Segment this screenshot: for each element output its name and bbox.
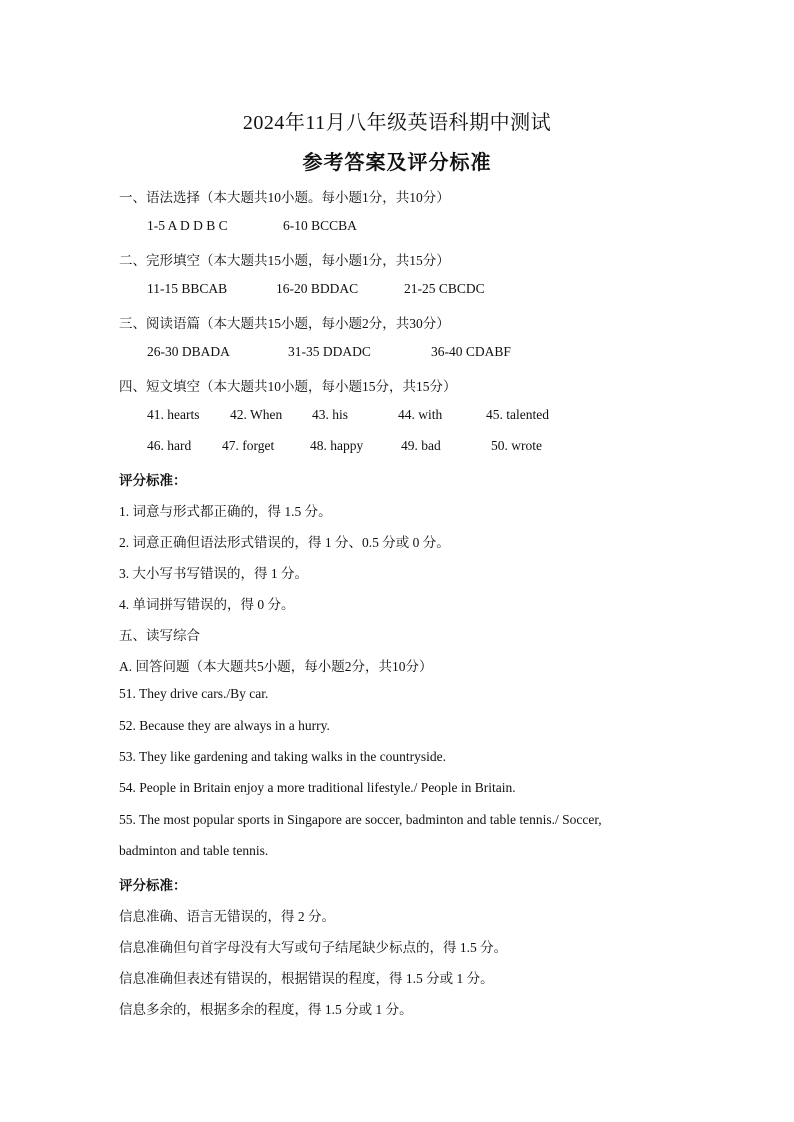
section5-answer-55: 55. The most popular sports in Singapore are soccer, badminton and table tennis./ Soccer, bbox=[119, 812, 602, 827]
criteria2-heading: 评分标准： bbox=[119, 878, 187, 893]
section3-answer-2: 31-35 DDADC bbox=[288, 344, 371, 359]
section5-answer-52: 52. Because they are always in a hurry. bbox=[119, 718, 330, 733]
criteria1-item-4: 4. 单词拼写错误的，得 0 分。 bbox=[119, 597, 295, 612]
section1-heading: 一、语法选择（本大题共10小题。每小题1分，共10分） bbox=[119, 190, 450, 205]
criteria1-heading: 评分标准： bbox=[119, 473, 187, 488]
criteria1-item-3: 3. 大小写书写错误的，得 1 分。 bbox=[119, 566, 308, 581]
section5-answer-51: 51. They drive cars./By car. bbox=[119, 686, 269, 701]
section4-answer-44: 44. with bbox=[398, 407, 443, 422]
section1-answer-1: 1-5 A D D B C bbox=[147, 218, 228, 233]
section3-heading: 三、阅读语篇（本大题共15小题，每小题2分，共30分） bbox=[119, 316, 450, 331]
section4-answer-49: 49. bad bbox=[401, 438, 441, 453]
section4-heading: 四、短文填空（本大题共10小题，每小题15分，共15分） bbox=[119, 379, 457, 394]
section4-answer-45: 45. talented bbox=[486, 407, 549, 422]
criteria2-item-4: 信息多余的，根据多余的程度，得 1.5 分或 1 分。 bbox=[119, 1002, 413, 1017]
criteria2-item-1: 信息准确、语言无错误的，得 2 分。 bbox=[119, 909, 335, 924]
section4-answer-48: 48. happy bbox=[310, 438, 364, 453]
criteria2-item-2: 信息准确但句首字母没有大写或句子结尾缺少标点的，得 1.5 分。 bbox=[119, 940, 508, 955]
section4-answer-41: 41. hearts bbox=[147, 407, 200, 422]
section5-heading: 五、读写综合 bbox=[119, 628, 200, 643]
section4-answer-43: 43. his bbox=[312, 407, 349, 422]
section5-answer-53: 53. They like gardening and taking walks in the countryside. bbox=[119, 749, 447, 764]
page-title: 2024年11月八年级英语科期中测试 bbox=[242, 112, 552, 134]
section5-answer-55-cont: badminton and table tennis. bbox=[119, 843, 269, 858]
criteria2-item-3: 信息准确但表述有错误的，根据错误的程度，得 1.5 分或 1 分。 bbox=[119, 971, 494, 986]
criteria1-item-2: 2. 词意正确但语法形式错误的，得 1 分、0.5 分或 0 分。 bbox=[119, 535, 450, 550]
section2-answer-2: 16-20 BDDAC bbox=[276, 281, 359, 296]
section3-answer-3: 36-40 CDABF bbox=[431, 344, 511, 359]
section1-answer-2: 6-10 BCCBA bbox=[283, 218, 357, 233]
section2-answer-1: 11-15 BBCAB bbox=[147, 281, 228, 296]
section5-answer-54: 54. People in Britain enjoy a more traditional lifestyle./ People in Britain. bbox=[119, 780, 516, 795]
criteria1-item-1: 1. 词意与形式都正确的，得 1.5 分。 bbox=[119, 504, 332, 519]
section4-answer-46: 46. hard bbox=[147, 438, 192, 453]
section4-answer-42: 42. When bbox=[230, 407, 283, 422]
section4-answer-50: 50. wrote bbox=[491, 438, 542, 453]
section2-answer-3: 21-25 CBCDC bbox=[404, 281, 485, 296]
page-subtitle: 参考答案及评分标准 bbox=[302, 152, 492, 174]
section5-part-a-heading: A. 回答问题（本大题共5小题，每小题2分，共10分） bbox=[119, 659, 433, 674]
section4-answer-47: 47. forget bbox=[222, 438, 275, 453]
section2-heading: 二、完形填空（本大题共15小题，每小题1分，共15分） bbox=[119, 253, 450, 268]
section3-answer-1: 26-30 DBADA bbox=[147, 344, 230, 359]
